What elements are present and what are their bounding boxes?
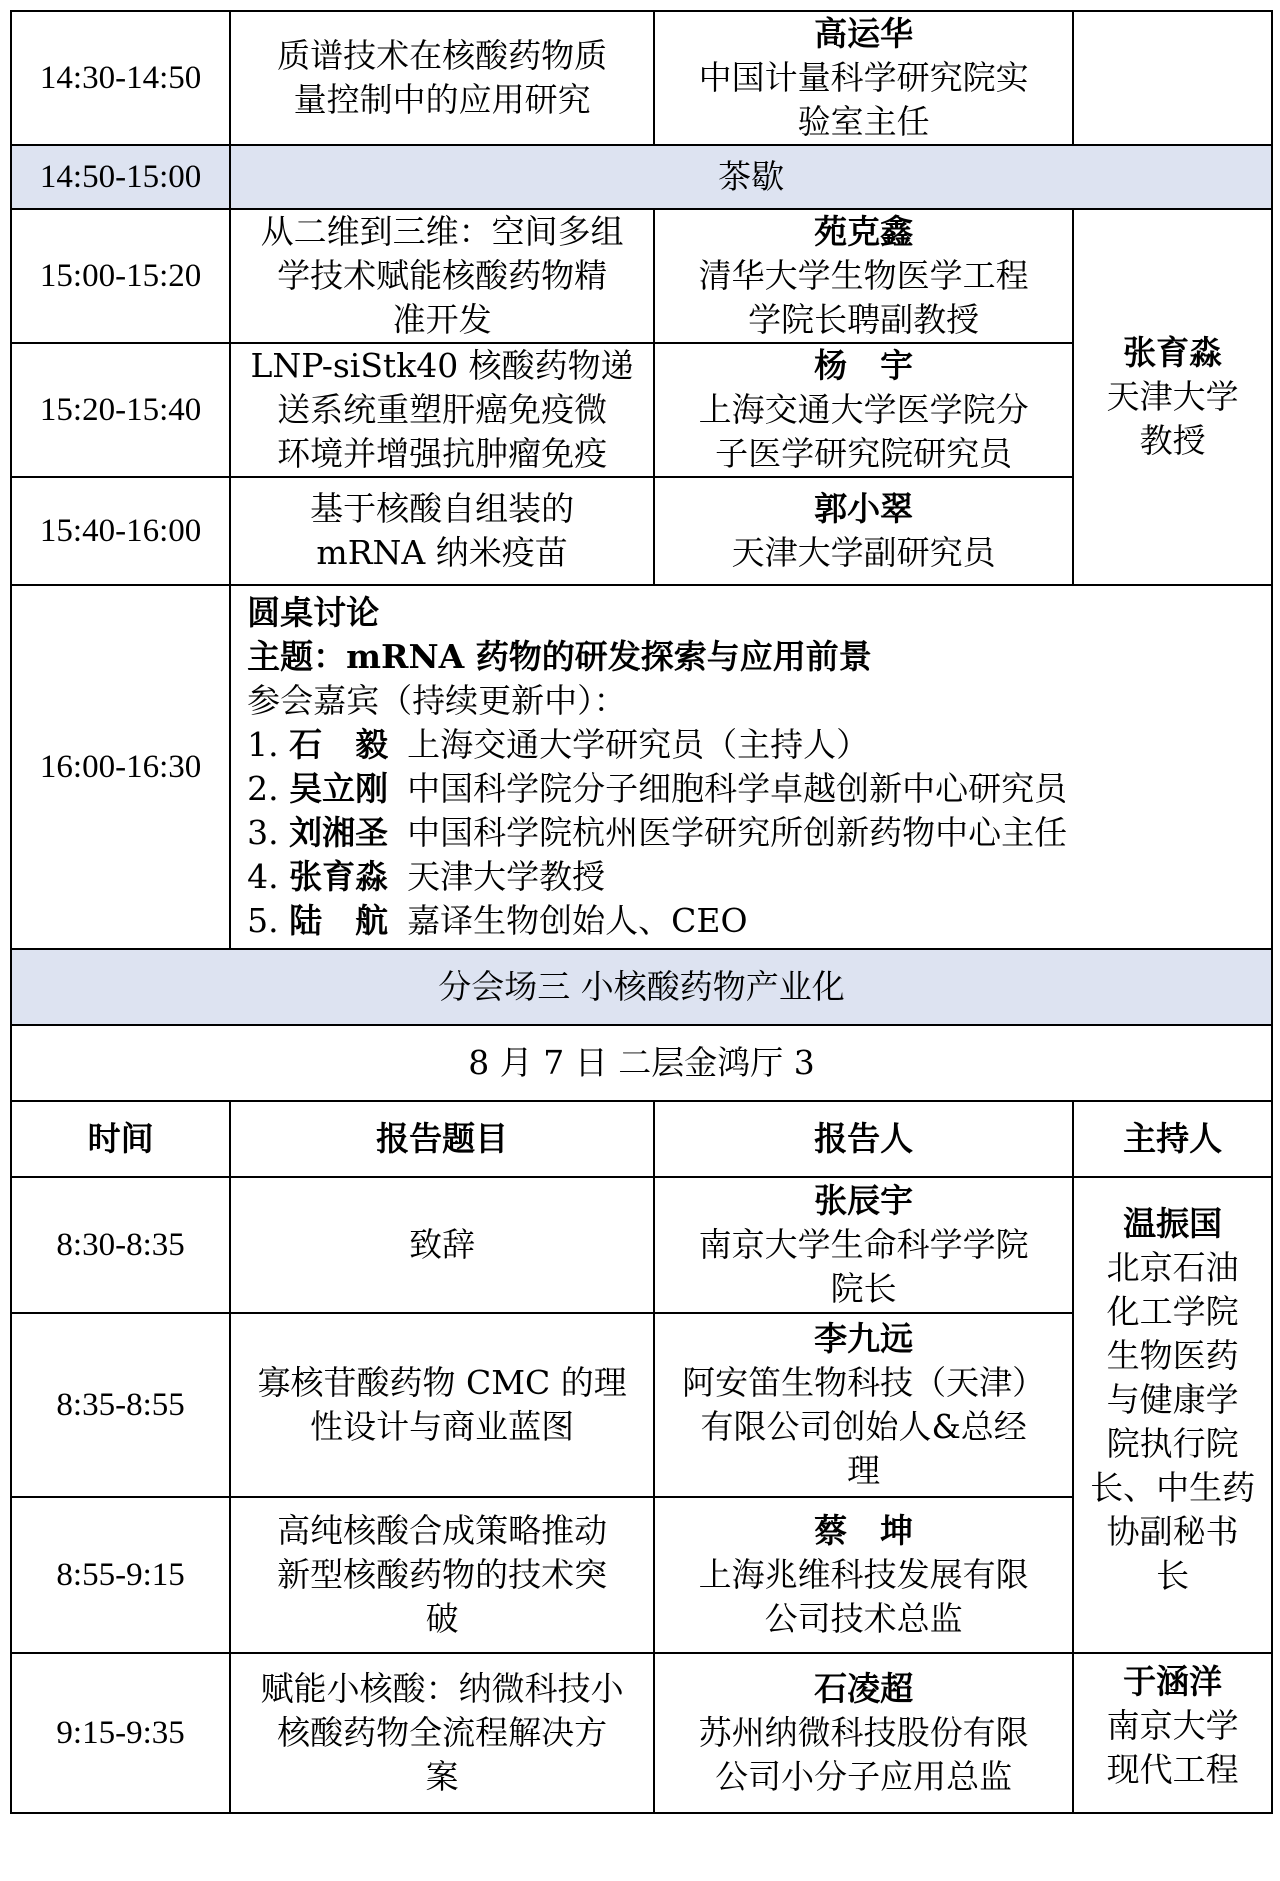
host-title: 天津大学 [1106, 377, 1239, 416]
topic-line: 学技术赋能核酸药物精 [277, 256, 608, 295]
guest-item [247, 899, 1265, 943]
topic-line: 致辞 [409, 1225, 476, 1264]
guest-item [247, 767, 1265, 811]
speaker-title: 中国计量科学研究院实 [698, 58, 1029, 97]
topic-cell [230, 1313, 654, 1497]
speaker-title: 理 [847, 1451, 881, 1490]
speaker-title: 南京大学生命科学学院 [698, 1225, 1029, 1264]
time-cell: 8:35-8:55 [11, 1313, 230, 1497]
host-title: 生物医药 [1106, 1336, 1239, 1375]
guest-name: 刘湘圣 [289, 813, 389, 852]
speaker-title: 院长 [830, 1269, 897, 1308]
host-cell [1073, 1653, 1272, 1813]
header-row [11, 1101, 1272, 1177]
speaker-cell [654, 1653, 1073, 1813]
speaker-title: 天津大学副研究员 [731, 533, 996, 572]
guest-title: 上海交通大学研究员（主持人） [407, 725, 870, 764]
date-venue-row [11, 1025, 1272, 1101]
header-host: 主持人 [1073, 1101, 1272, 1177]
host-title: 北京石油 [1106, 1248, 1239, 1287]
guest-title: 中国科学院杭州医学研究所创新药物中心主任 [407, 813, 1068, 852]
guest-item [247, 811, 1265, 855]
topic-line: 基于核酸自组装的 [310, 489, 575, 528]
topic-line: 赋能小核酸：纳微科技小 [260, 1669, 624, 1708]
guest-name: 张育淼 [289, 857, 389, 896]
session-title: 分会场三 小核酸药物产业化 [11, 949, 1272, 1025]
guests-label: 参会嘉宾（持续更新中）： [247, 681, 627, 720]
topic-cell [230, 343, 654, 477]
host-title: 长 [1156, 1556, 1190, 1595]
host-title: 长、中生药 [1090, 1468, 1256, 1507]
schedule-table [10, 10, 1273, 1814]
speaker-name: 苑克鑫 [814, 212, 914, 251]
topic-cell [230, 11, 654, 145]
guest-name: 陆 航 [289, 901, 389, 940]
table-row [11, 1653, 1272, 1813]
table-row [11, 209, 1272, 343]
break-row [11, 145, 1272, 209]
session-title-row [11, 949, 1272, 1025]
time-cell: 14:50-15:00 [11, 145, 230, 209]
topic-line: 量控制中的应用研究 [293, 80, 591, 119]
host-cell [1073, 1177, 1272, 1653]
time-cell: 15:00-15:20 [11, 209, 230, 343]
speaker-title: 上海兆维科技发展有限 [698, 1555, 1029, 1594]
speaker-title: 上海交通大学医学院分 [698, 390, 1029, 429]
host-title: 化工学院 [1106, 1292, 1239, 1331]
break-label: 茶歇 [230, 145, 1272, 209]
speaker-name: 石凌超 [814, 1669, 914, 1708]
topic-line: 高纯核酸合成策略推动 [277, 1511, 608, 1550]
host-title: 现代工程 [1106, 1750, 1239, 1789]
time-cell: 8:30-8:35 [11, 1177, 230, 1313]
roundtable-row [11, 585, 1272, 949]
host-title: 与健康学 [1106, 1380, 1239, 1419]
topic-line: 从二维到三维：空间多组 [260, 212, 624, 251]
host-title: 院执行院 [1106, 1424, 1239, 1463]
guest-title: 天津大学教授 [407, 857, 606, 896]
time-cell: 15:20-15:40 [11, 343, 230, 477]
topic-line: 破 [425, 1599, 459, 1638]
host-name: 温振国 [1123, 1204, 1223, 1243]
guest-num: 1. [247, 725, 279, 764]
topic-line: 质谱技术在核酸药物质 [277, 36, 608, 75]
speaker-title: 验室主任 [797, 102, 930, 141]
guest-num: 5. [247, 901, 279, 940]
speaker-cell [654, 343, 1073, 477]
time-cell: 8:55-9:15 [11, 1497, 230, 1653]
topic-line: 核酸药物全流程解决方 [277, 1713, 608, 1752]
host-title: 协副秘书 [1106, 1512, 1239, 1551]
topic-cell [230, 1177, 654, 1313]
speaker-name: 高运华 [814, 14, 914, 53]
topic-line: 案 [425, 1757, 459, 1796]
topic-line: 送系统重塑肝癌免疫微 [277, 390, 608, 429]
speaker-cell [654, 477, 1073, 585]
topic-cell [230, 1497, 654, 1653]
host-cell-empty [1073, 11, 1272, 145]
topic-line: LNP-siStk40 核酸药物递 [250, 346, 634, 385]
host-name: 张育淼 [1123, 333, 1223, 372]
topic-line: 准开发 [392, 300, 492, 339]
guest-item [247, 723, 1265, 767]
topic-cell [230, 1653, 654, 1813]
topic-line: mRNA 纳米疫苗 [316, 533, 568, 572]
speaker-name: 杨 宇 [814, 346, 914, 385]
table-row [11, 1177, 1272, 1313]
host-title: 南京大学 [1106, 1706, 1239, 1745]
time-cell: 15:40-16:00 [11, 477, 230, 585]
guest-num: 3. [247, 813, 279, 852]
table-row [11, 11, 1272, 145]
speaker-title: 学院长聘副教授 [748, 300, 980, 339]
guest-item [247, 855, 1265, 899]
speaker-cell [654, 1313, 1073, 1497]
roundtable-cell [230, 585, 1272, 949]
speaker-name: 郭小翠 [814, 489, 914, 528]
guest-name: 吴立刚 [289, 769, 389, 808]
topic-line: 环境并增强抗肿瘤免疫 [277, 434, 608, 473]
host-title: 教授 [1139, 421, 1206, 460]
header-topic: 报告题目 [230, 1101, 654, 1177]
speaker-title: 清华大学生物医学工程 [698, 256, 1029, 295]
header-time: 时间 [11, 1101, 230, 1177]
roundtable-heading: 圆桌讨论 [247, 593, 380, 632]
topic-cell [230, 209, 654, 343]
speaker-title: 公司技术总监 [764, 1599, 963, 1638]
speaker-cell [654, 209, 1073, 343]
speaker-title: 苏州纳微科技股份有限 [698, 1713, 1029, 1752]
speaker-cell [654, 1497, 1073, 1653]
time-cell: 16:00-16:30 [11, 585, 230, 949]
topic-line: 新型核酸药物的技术突 [277, 1555, 608, 1594]
speaker-name: 蔡 坤 [814, 1511, 914, 1550]
topic-line: 寡核苷酸药物 CMC 的理 [257, 1363, 627, 1402]
date-venue: 8 月 7 日 二层金鸿厅 3 [11, 1025, 1272, 1101]
topic-line: 性设计与商业蓝图 [310, 1407, 575, 1446]
speaker-cell [654, 11, 1073, 145]
roundtable-theme: 主题：mRNA 药物的研发探索与应用前景 [247, 637, 872, 676]
topic-cell [230, 477, 654, 585]
speaker-title: 有限公司创始人&总经 [700, 1407, 1027, 1446]
speaker-title: 阿安笛生物科技（天津） [682, 1363, 1046, 1402]
time-cell: 14:30-14:50 [11, 11, 230, 145]
speaker-name: 张辰宇 [814, 1181, 914, 1220]
time-cell: 9:15-9:35 [11, 1653, 230, 1813]
speaker-name: 李九远 [814, 1319, 914, 1358]
speaker-title: 公司小分子应用总监 [715, 1757, 1013, 1796]
guest-title: 嘉译生物创始人、CEO [407, 901, 748, 940]
host-name: 于涵洋 [1123, 1662, 1223, 1701]
speaker-cell [654, 1177, 1073, 1313]
header-speaker: 报告人 [654, 1101, 1073, 1177]
guest-num: 4. [247, 857, 279, 896]
guest-name: 石 毅 [289, 725, 389, 764]
host-cell [1073, 209, 1272, 585]
speaker-title: 子医学研究院研究员 [715, 434, 1013, 473]
guest-num: 2. [247, 769, 279, 808]
guest-title: 中国科学院分子细胞科学卓越创新中心研究员 [407, 769, 1068, 808]
